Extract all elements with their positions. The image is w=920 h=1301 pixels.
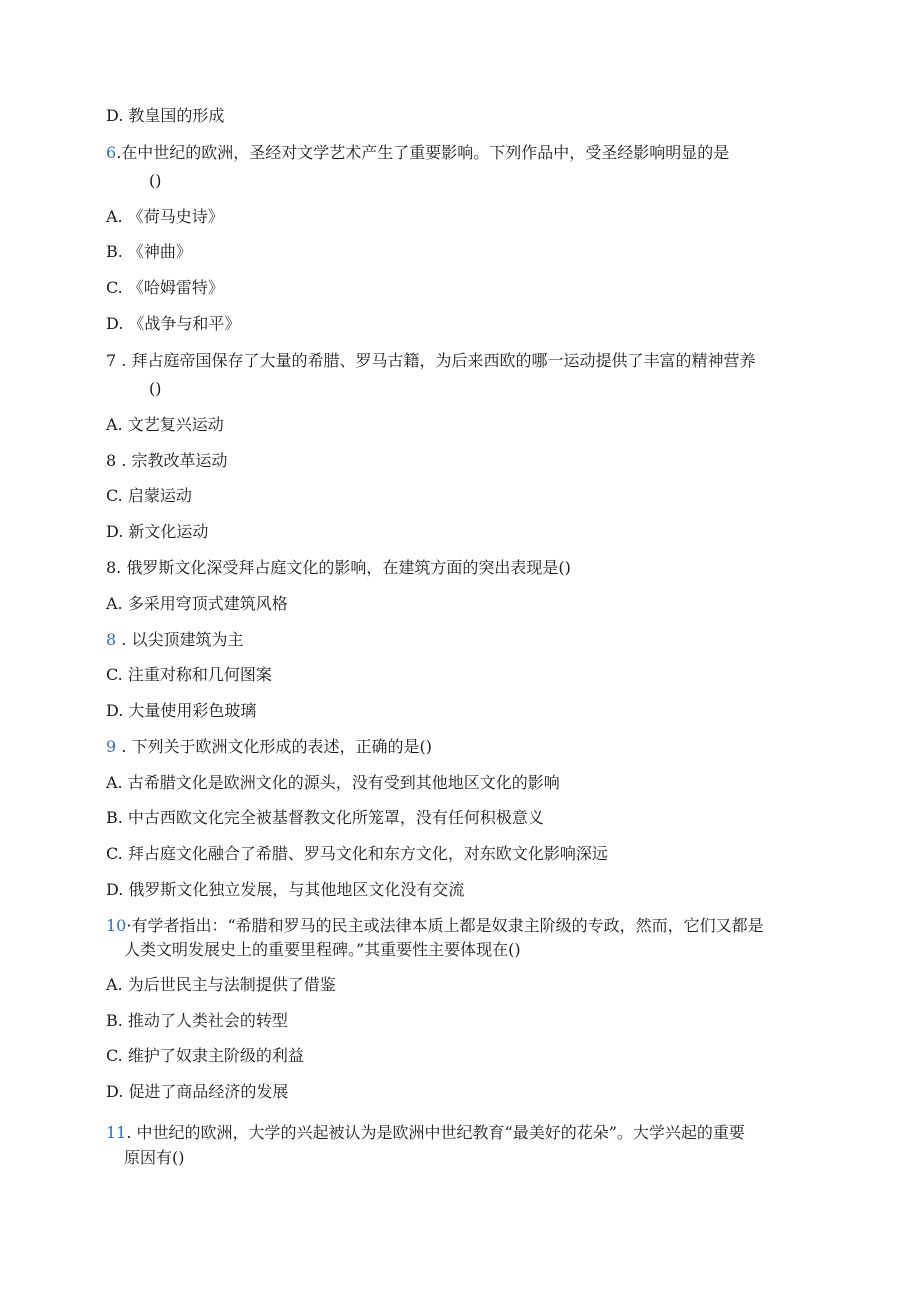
option-d: D. 促进了商品经济的发展 [106,1082,289,1101]
question-number: 10 [106,916,127,935]
option-text: . 以尖顶建筑为主 [116,630,244,649]
answer-blank: () [149,171,162,190]
question-7 [106,351,755,371]
option-c: C. 维护了奴隶主阶级的利益 [106,1046,304,1065]
option-number: 8 [106,630,117,649]
question-6 [106,143,729,163]
option-d: D. 《战争与和平》 [106,314,241,333]
option-b: B. 中古西欧文化完全被基督教文化所笼罩，没有任何积极意义 [106,808,544,827]
question-8: 8. 俄罗斯文化深受拜占庭文化的影响，在建筑方面的突出表现是() [106,558,571,577]
option-a: A. 古希腊文化是欧洲文化的源头，没有受到其他地区文化的影响 [106,773,560,792]
question-text-continued: 原因有() [124,1148,185,1167]
question-10 [106,916,764,936]
answer-blank: () [149,379,162,398]
question-9 [106,737,432,757]
question-text: .在中世纪的欧洲，圣经对文学艺术产生了重要影响。下列作品中，受圣经影响明显的是 [116,143,730,162]
option-c: C. 启蒙运动 [106,486,192,505]
question-text: ·有学者指出：“希腊和罗马的民主或法律本质上都是奴隶主阶级的专政，然而，它们又都是 [126,916,764,935]
question-number: 7 [106,351,117,370]
option-c: C. 《哈姆雷特》 [106,278,224,297]
option-number: 8 [106,451,117,470]
option-b [106,451,227,471]
option-b: B. 《神曲》 [106,242,192,261]
question-11 [106,1123,745,1143]
option-a: A. 为后世民主与法制提供了借鉴 [106,975,336,994]
question-text-continued: 人类文明发展史上的重要里程碑。”其重要性主要体现在() [124,940,521,959]
question-text: . 下列关于欧洲文化形成的表述，正确的是() [116,737,432,756]
option-c: C. 注重对称和几何图案 [106,665,272,684]
question-number: 9 [106,737,117,756]
option-d: D. 俄罗斯文化独立发展，与其他地区文化没有交流 [106,880,465,899]
option-text: . 宗教改革运动 [116,451,228,470]
option-d: D. 大量使用彩色玻璃 [106,701,257,720]
question-text: . 中世纪的欧洲，大学的兴起被认为是欧洲中世纪教育“最美好的花朵”。大学兴起的重要 [126,1123,745,1142]
option-a: A. 文艺复兴运动 [106,415,224,434]
option-b [106,630,243,650]
question-number: 6 [106,143,117,162]
option-d: D. 新文化运动 [106,522,209,541]
option-b: B. 推动了人类社会的转型 [106,1011,288,1030]
question-number: 11 [106,1123,127,1142]
option-a: A. 多采用穹顶式建筑风格 [106,594,288,613]
option-a: A. 《荷马史诗》 [106,207,224,226]
option-c: C. 拜占庭文化融合了希腊、罗马文化和东方文化，对东欧文化影响深远 [106,844,608,863]
option-d-prev: D. 教皇国的形成 [106,106,225,125]
question-text: . 拜占庭帝国保存了大量的希腊、罗马古籍，为后来西欧的哪一运动提供了丰富的精神营养 [116,351,756,370]
